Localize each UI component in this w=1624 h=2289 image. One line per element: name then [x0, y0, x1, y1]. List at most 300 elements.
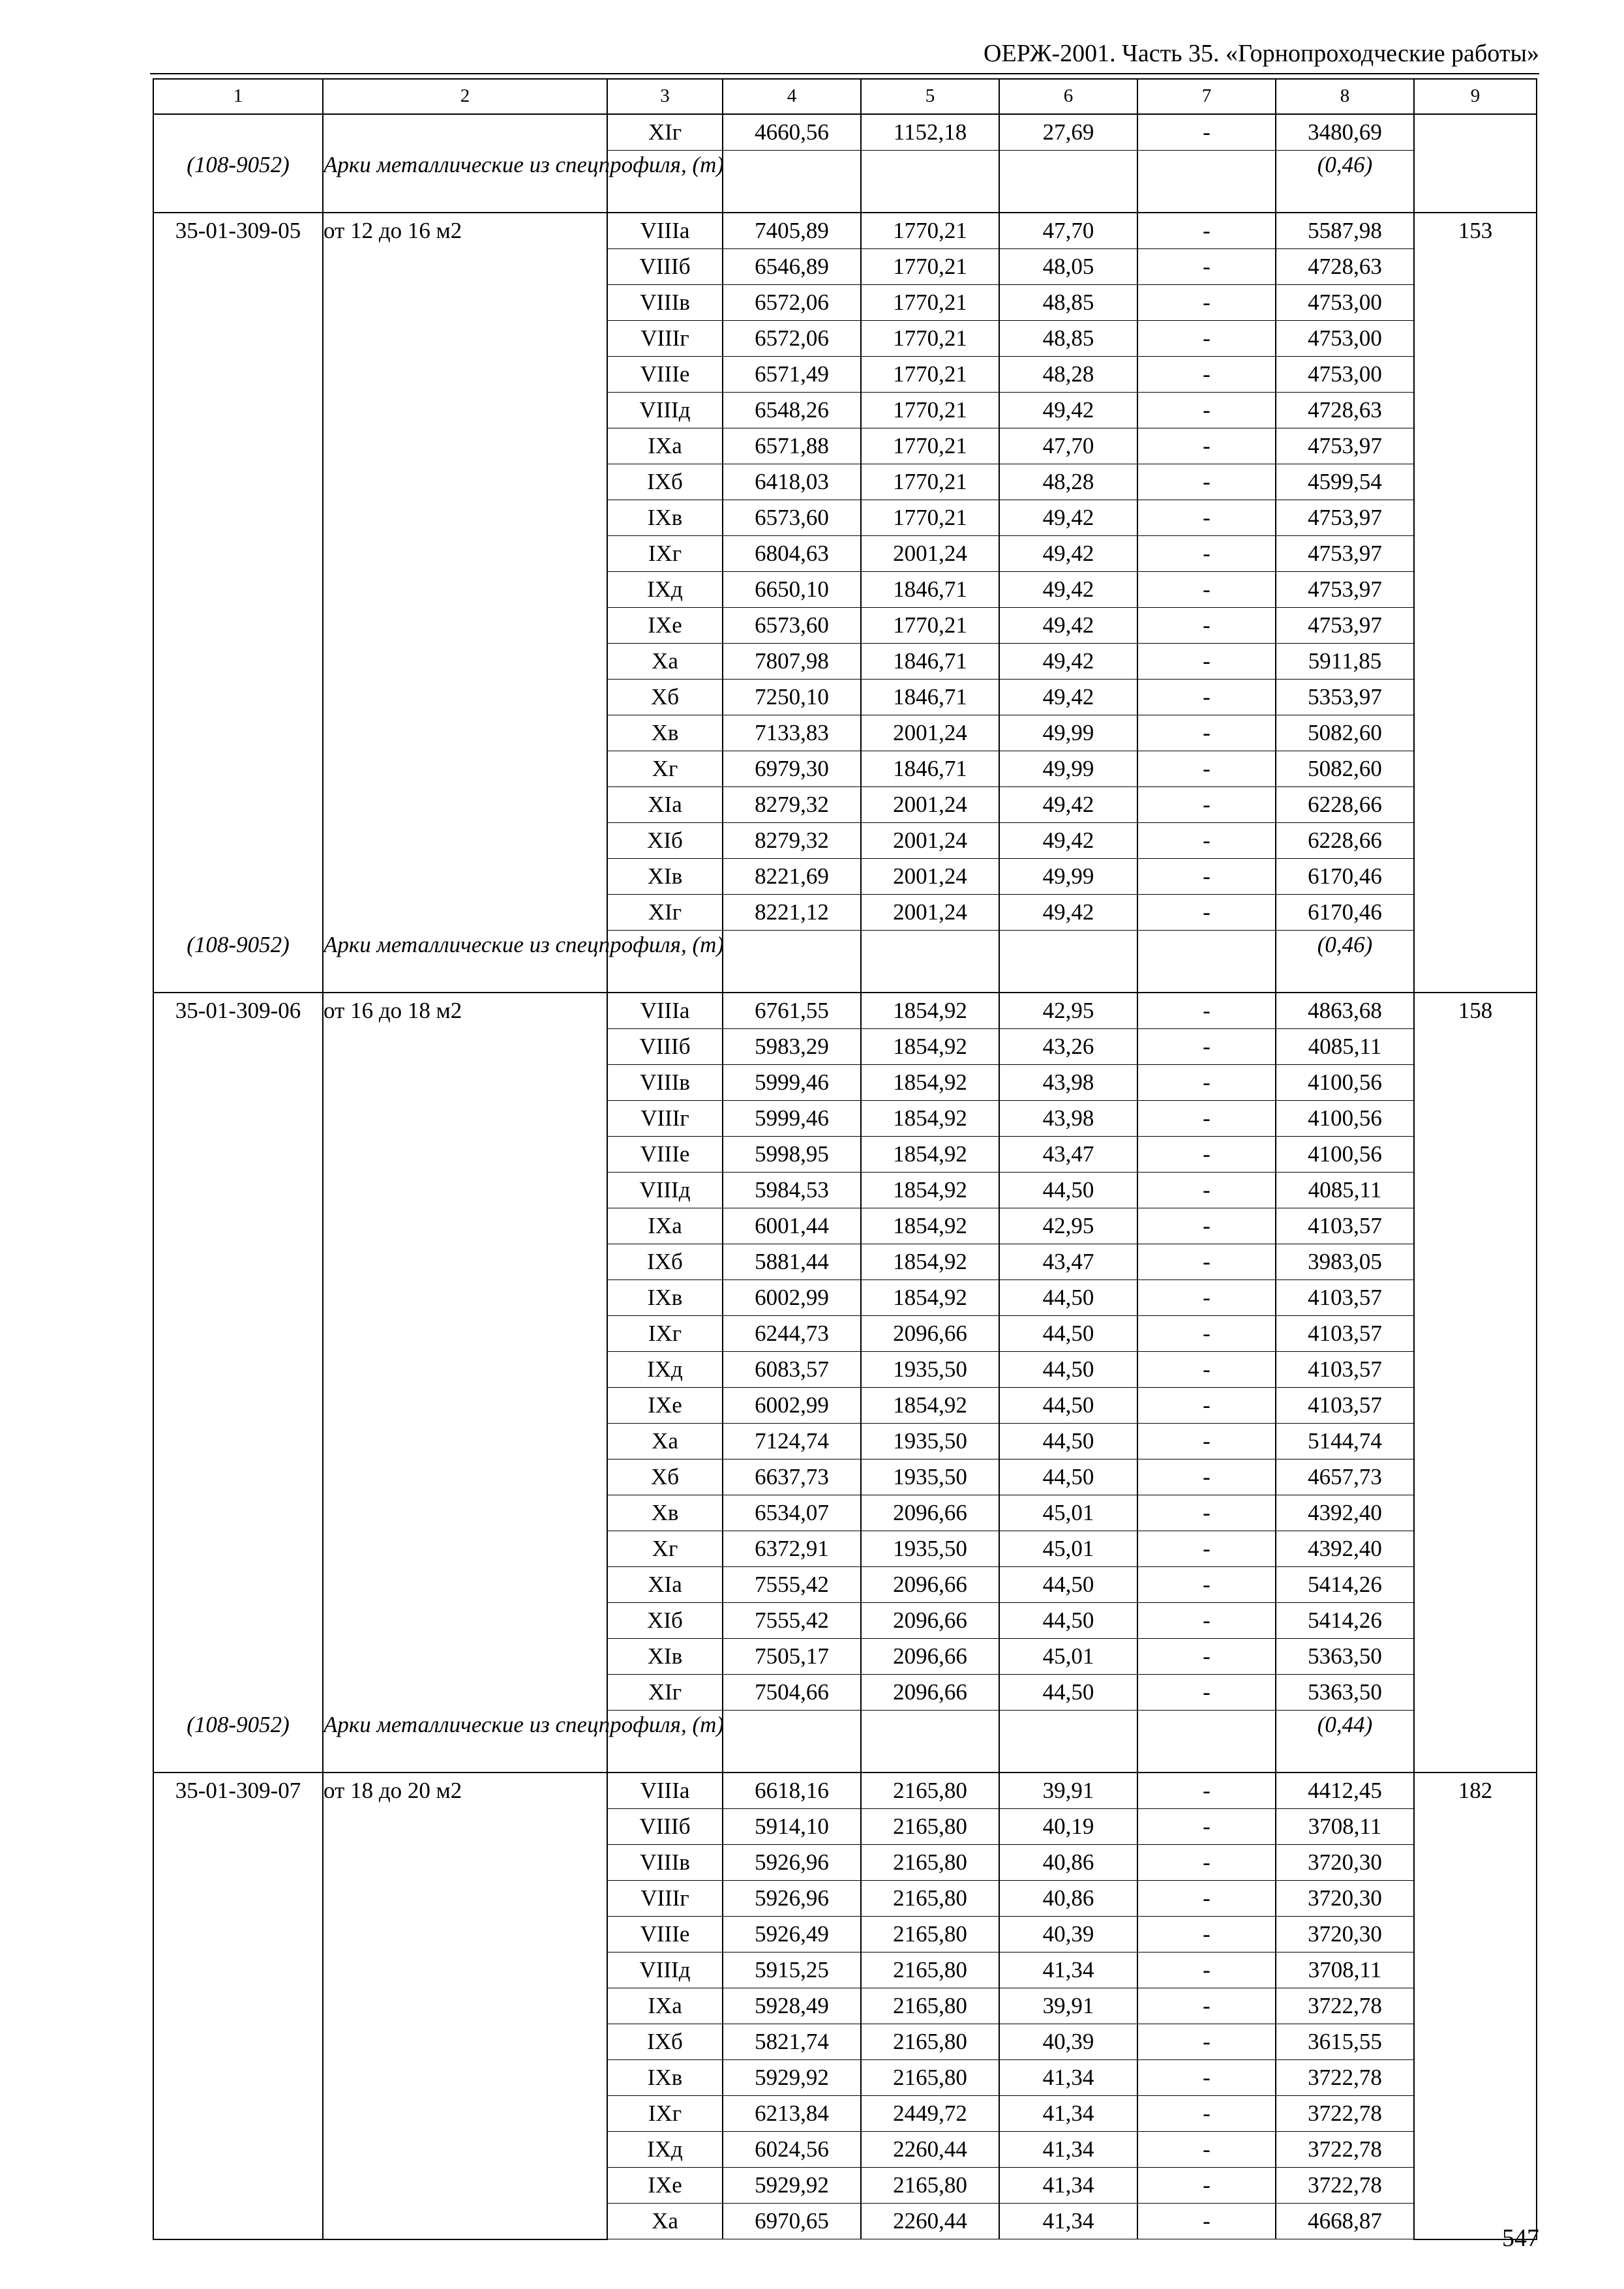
driver-wage: -	[1137, 2168, 1276, 2204]
labor-cost: 1770,21	[861, 428, 999, 464]
labor-hours: 158	[1414, 993, 1537, 1029]
driver-wage: -	[1137, 500, 1276, 536]
machine-cost: 44,50	[999, 1424, 1137, 1459]
labor-hours	[1414, 1316, 1537, 1352]
labor-cost: 1846,71	[861, 751, 999, 787]
labor-hours	[1414, 1917, 1537, 1952]
rock-category: IХа	[607, 428, 723, 464]
rates-table-body	[153, 79, 1537, 2239]
total-cost: 7555,42	[723, 1567, 861, 1603]
section-area	[323, 1065, 607, 1101]
table-row	[153, 2132, 1537, 2168]
materials-cost: 4103,57	[1276, 1388, 1414, 1424]
rock-category: IХд	[607, 572, 723, 608]
table-row	[153, 1101, 1537, 1137]
table-row	[153, 249, 1537, 285]
labor-hours	[1414, 1952, 1537, 1988]
labor-cost: 2165,80	[861, 1809, 999, 1845]
rock-category: Ха	[607, 644, 723, 680]
labor-cost: 1854,92	[861, 1173, 999, 1208]
labor-cost: 2165,80	[861, 2060, 999, 2096]
machine-cost: 49,42	[999, 823, 1137, 859]
labor-hours	[1414, 608, 1537, 644]
table-row	[153, 1352, 1537, 1388]
labor-hours	[1414, 2096, 1537, 2132]
driver-wage: -	[1137, 644, 1276, 680]
rock-category: VIIIд	[607, 1173, 723, 1208]
rate-code	[153, 572, 323, 608]
driver-wage: -	[1137, 1988, 1276, 2024]
labor-cost: 1770,21	[861, 393, 999, 428]
labor-hours	[1414, 1459, 1537, 1495]
empty-cell	[999, 1711, 1137, 1773]
total-cost: 5928,49	[723, 1988, 861, 2024]
labor-cost: 2165,80	[861, 1773, 999, 1809]
resource-note-row	[153, 931, 1537, 993]
rock-category: VIIIе	[607, 357, 723, 393]
section-area	[323, 1952, 607, 1988]
driver-wage: -	[1137, 464, 1276, 500]
labor-hours	[1414, 1029, 1537, 1065]
machine-cost: 39,91	[999, 1773, 1137, 1809]
driver-wage: -	[1137, 859, 1276, 895]
driver-wage: -	[1137, 1773, 1276, 1809]
section-area	[323, 321, 607, 357]
driver-wage: -	[1137, 715, 1276, 751]
rock-category: VIIIб	[607, 249, 723, 285]
section-area	[323, 2096, 607, 2132]
rate-code	[153, 1173, 323, 1208]
machine-cost: 44,50	[999, 1567, 1137, 1603]
table-row	[153, 500, 1537, 536]
section-area	[323, 715, 607, 751]
labor-cost: 2001,24	[861, 787, 999, 823]
labor-hours: 153	[1414, 213, 1537, 249]
labor-cost: 2096,66	[861, 1675, 999, 1711]
labor-hours	[1414, 1603, 1537, 1639]
table-row	[153, 1567, 1537, 1603]
labor-cost: 2165,80	[861, 2168, 999, 2204]
empty-cell	[1414, 931, 1537, 993]
section-area	[323, 1603, 607, 1639]
driver-wage: -	[1137, 1173, 1276, 1208]
section-area	[323, 2060, 607, 2096]
table-row	[153, 321, 1537, 357]
materials-cost: 4392,40	[1276, 1495, 1414, 1531]
section-area	[323, 1495, 607, 1531]
labor-cost: 2001,24	[861, 859, 999, 895]
section-area	[323, 1845, 607, 1881]
labor-hours	[1414, 823, 1537, 859]
machine-cost: 43,98	[999, 1101, 1137, 1137]
labor-cost: 1770,21	[861, 213, 999, 249]
rate-code	[153, 1952, 323, 1988]
driver-wage: -	[1137, 2096, 1276, 2132]
table-row	[153, 1459, 1537, 1495]
machine-cost: 40,39	[999, 1917, 1137, 1952]
driver-wage: -	[1137, 2060, 1276, 2096]
machine-cost: 43,47	[999, 1137, 1137, 1173]
materials-cost: 6170,46	[1276, 859, 1414, 895]
materials-cost: 5363,50	[1276, 1675, 1414, 1711]
labor-cost: 1846,71	[861, 572, 999, 608]
labor-cost: 1854,92	[861, 1101, 999, 1137]
total-cost: 6572,06	[723, 321, 861, 357]
driver-wage: -	[1137, 1917, 1276, 1952]
section-area	[323, 249, 607, 285]
machine-cost: 49,42	[999, 393, 1137, 428]
column-number-row	[153, 79, 1537, 114]
driver-wage: -	[1137, 2204, 1276, 2239]
labor-cost: 2260,44	[861, 2132, 999, 2168]
empty-cell	[1137, 151, 1276, 213]
materials-cost: 4728,63	[1276, 393, 1414, 428]
machine-cost: 40,86	[999, 1845, 1137, 1881]
table-row	[153, 1388, 1537, 1424]
labor-hours	[1414, 2024, 1537, 2060]
empty-cell	[861, 151, 999, 213]
driver-wage: -	[1137, 1388, 1276, 1424]
section-area	[323, 536, 607, 572]
materials-cost: 4412,45	[1276, 1773, 1414, 1809]
driver-wage: -	[1137, 608, 1276, 644]
machine-cost: 40,19	[999, 1809, 1137, 1845]
resource-name: Арки металлические из спецпрофиля, (т)	[323, 931, 607, 993]
rock-category: VIIIв	[607, 1065, 723, 1101]
materials-cost: 4753,00	[1276, 357, 1414, 393]
total-cost: 5999,46	[723, 1065, 861, 1101]
rock-category: IХг	[607, 1316, 723, 1352]
section-area	[323, 1316, 607, 1352]
labor-cost: 2165,80	[861, 1952, 999, 1988]
labor-hours	[1414, 536, 1537, 572]
labor-hours	[1414, 321, 1537, 357]
driver-wage: -	[1137, 1029, 1276, 1065]
labor-cost: 2449,72	[861, 2096, 999, 2132]
rock-category: IХа	[607, 1988, 723, 2024]
total-cost: 5926,96	[723, 1845, 861, 1881]
section-area: от 12 до 16 м2	[323, 213, 607, 249]
rate-code	[153, 1137, 323, 1173]
section-area	[323, 1424, 607, 1459]
labor-cost: 1854,92	[861, 1137, 999, 1173]
column-number: 8	[1276, 79, 1414, 114]
labor-hours	[1414, 357, 1537, 393]
resource-code: (108-9052)	[153, 1711, 323, 1773]
rock-category: VIIIа	[607, 1773, 723, 1809]
rock-category: IХв	[607, 1280, 723, 1316]
resource-name: Арки металлические из спецпрофиля, (т)	[323, 151, 607, 213]
resource-value: (0,46)	[1276, 931, 1414, 993]
materials-cost: 5911,85	[1276, 644, 1414, 680]
table-row	[153, 1137, 1537, 1173]
rate-code	[153, 608, 323, 644]
machine-cost: 42,95	[999, 993, 1137, 1029]
total-cost: 5881,44	[723, 1244, 861, 1280]
labor-cost: 1854,92	[861, 1065, 999, 1101]
driver-wage: -	[1137, 1424, 1276, 1459]
table-row	[153, 285, 1537, 321]
rock-category: Хб	[607, 680, 723, 715]
materials-cost: 3722,78	[1276, 2132, 1414, 2168]
rate-code	[153, 859, 323, 895]
labor-cost: 1770,21	[861, 321, 999, 357]
table-row	[153, 2204, 1537, 2239]
rate-code	[153, 1917, 323, 1952]
labor-cost: 2165,80	[861, 1917, 999, 1952]
section-area	[323, 1280, 607, 1316]
rock-category: VIIIг	[607, 321, 723, 357]
labor-cost: 2096,66	[861, 1603, 999, 1639]
section-area	[323, 1208, 607, 1244]
machine-cost: 49,42	[999, 895, 1137, 931]
materials-cost: 4728,63	[1276, 249, 1414, 285]
labor-cost: 1770,21	[861, 285, 999, 321]
empty-cell	[1137, 1711, 1276, 1773]
driver-wage: -	[1137, 1881, 1276, 1917]
materials-cost: 4103,57	[1276, 1208, 1414, 1244]
labor-hours	[1414, 1675, 1537, 1711]
rate-code	[153, 1029, 323, 1065]
materials-cost: 4863,68	[1276, 993, 1414, 1029]
rock-category: VIIIа	[607, 213, 723, 249]
labor-cost: 1935,50	[861, 1352, 999, 1388]
labor-hours	[1414, 249, 1537, 285]
machine-cost: 41,34	[999, 2132, 1137, 2168]
labor-hours	[1414, 680, 1537, 715]
section-area	[323, 859, 607, 895]
machine-cost: 43,47	[999, 1244, 1137, 1280]
rate-code	[153, 895, 323, 931]
labor-cost: 1935,50	[861, 1531, 999, 1567]
total-cost: 4660,56	[723, 114, 861, 151]
section-area	[323, 1459, 607, 1495]
materials-cost: 4103,57	[1276, 1316, 1414, 1352]
section-area	[323, 1029, 607, 1065]
labor-cost: 1770,21	[861, 249, 999, 285]
driver-wage: -	[1137, 1065, 1276, 1101]
driver-wage: -	[1137, 2024, 1276, 2060]
labor-cost: 2165,80	[861, 1988, 999, 2024]
materials-cost: 4753,97	[1276, 500, 1414, 536]
materials-cost: 3615,55	[1276, 2024, 1414, 2060]
empty-cell	[999, 151, 1137, 213]
section-area	[323, 608, 607, 644]
table-row	[153, 1988, 1537, 2024]
machine-cost: 41,34	[999, 2168, 1137, 2204]
materials-cost: 3983,05	[1276, 1244, 1414, 1280]
rate-code	[153, 1101, 323, 1137]
labor-hours	[1414, 1845, 1537, 1881]
labor-cost: 2001,24	[861, 536, 999, 572]
total-cost: 6979,30	[723, 751, 861, 787]
materials-cost: 4392,40	[1276, 1531, 1414, 1567]
materials-cost: 4103,57	[1276, 1280, 1414, 1316]
driver-wage: -	[1137, 357, 1276, 393]
labor-hours	[1414, 572, 1537, 608]
driver-wage: -	[1137, 2132, 1276, 2168]
labor-cost: 2001,24	[861, 823, 999, 859]
column-number: 5	[861, 79, 999, 114]
machine-cost: 40,39	[999, 2024, 1137, 2060]
table-row	[153, 787, 1537, 823]
total-cost: 5929,92	[723, 2060, 861, 2096]
rate-code	[153, 2168, 323, 2204]
materials-cost: 3708,11	[1276, 1809, 1414, 1845]
machine-cost: 44,50	[999, 1352, 1137, 1388]
rock-category: ХIв	[607, 859, 723, 895]
table-row	[153, 393, 1537, 428]
total-cost: 6002,99	[723, 1388, 861, 1424]
machine-cost: 49,42	[999, 680, 1137, 715]
machine-cost: 48,85	[999, 321, 1137, 357]
materials-cost: 4100,56	[1276, 1137, 1414, 1173]
labor-hours	[1414, 114, 1537, 151]
total-cost: 6213,84	[723, 2096, 861, 2132]
rate-code	[153, 393, 323, 428]
labor-hours	[1414, 1208, 1537, 1244]
driver-wage: -	[1137, 114, 1276, 151]
labor-cost: 1854,92	[861, 1388, 999, 1424]
table-row	[153, 1424, 1537, 1459]
rate-code	[153, 715, 323, 751]
rock-category: IХб	[607, 1244, 723, 1280]
rate-code	[153, 464, 323, 500]
labor-cost: 1770,21	[861, 500, 999, 536]
driver-wage: -	[1137, 249, 1276, 285]
total-cost: 7124,74	[723, 1424, 861, 1459]
driver-wage: -	[1137, 1137, 1276, 1173]
rock-category: Хв	[607, 715, 723, 751]
rate-code	[153, 1531, 323, 1567]
machine-cost: 49,42	[999, 644, 1137, 680]
total-cost: 6571,49	[723, 357, 861, 393]
machine-cost: 40,86	[999, 1881, 1137, 1917]
section-area	[323, 464, 607, 500]
section-area	[323, 2204, 607, 2239]
rate-code	[153, 1280, 323, 1316]
total-cost: 6534,07	[723, 1495, 861, 1531]
total-cost: 5999,46	[723, 1101, 861, 1137]
total-cost: 6970,65	[723, 2204, 861, 2239]
labor-hours	[1414, 1244, 1537, 1280]
materials-cost: 5082,60	[1276, 715, 1414, 751]
materials-cost: 6170,46	[1276, 895, 1414, 931]
rock-category: ХIг	[607, 114, 723, 151]
total-cost: 8221,12	[723, 895, 861, 931]
rate-code	[153, 1388, 323, 1424]
driver-wage: -	[1137, 895, 1276, 931]
rate-code	[153, 2204, 323, 2239]
table-row	[153, 1208, 1537, 1244]
materials-cost: 4103,57	[1276, 1352, 1414, 1388]
rock-category: VIIIб	[607, 1809, 723, 1845]
total-cost: 7250,10	[723, 680, 861, 715]
resource-name: Арки металлические из спецпрофиля, (т)	[323, 1711, 607, 1773]
rock-category: IХе	[607, 1388, 723, 1424]
rate-code	[153, 1639, 323, 1675]
rock-category: VIIIг	[607, 1101, 723, 1137]
total-cost: 8221,69	[723, 859, 861, 895]
section-area	[323, 285, 607, 321]
materials-cost: 4085,11	[1276, 1029, 1414, 1065]
section-area	[323, 393, 607, 428]
machine-cost: 49,99	[999, 715, 1137, 751]
materials-cost: 4753,97	[1276, 572, 1414, 608]
labor-cost: 2165,80	[861, 1881, 999, 1917]
rock-category: ХIа	[607, 1567, 723, 1603]
table-row	[153, 1881, 1537, 1917]
section-area	[323, 1137, 607, 1173]
rate-code: 35-01-309-05	[153, 213, 323, 249]
table-row	[153, 1065, 1537, 1101]
labor-cost: 1854,92	[861, 1029, 999, 1065]
labor-hours	[1414, 2060, 1537, 2096]
rate-code	[153, 321, 323, 357]
total-cost: 5821,74	[723, 2024, 861, 2060]
table-row	[153, 1675, 1537, 1711]
labor-cost: 1854,92	[861, 993, 999, 1029]
table-row	[153, 1845, 1537, 1881]
labor-cost: 1846,71	[861, 644, 999, 680]
materials-cost: 4657,73	[1276, 1459, 1414, 1495]
section-area	[323, 1531, 607, 1567]
table-row	[153, 536, 1537, 572]
machine-cost: 48,28	[999, 357, 1137, 393]
labor-hours	[1414, 1495, 1537, 1531]
rock-category: IХб	[607, 464, 723, 500]
resource-value: (0,46)	[1276, 151, 1414, 213]
driver-wage: -	[1137, 1208, 1276, 1244]
labor-cost: 1935,50	[861, 1459, 999, 1495]
labor-hours	[1414, 1639, 1537, 1675]
page-header: ОЕРЖ-2001. Часть 35. «Горнопроходческие работы»	[984, 40, 1539, 67]
column-number: 9	[1414, 79, 1537, 114]
table-row	[153, 1316, 1537, 1352]
driver-wage: -	[1137, 393, 1276, 428]
labor-hours: 182	[1414, 1773, 1537, 1809]
driver-wage: -	[1137, 823, 1276, 859]
machine-cost: 41,34	[999, 2204, 1137, 2239]
total-cost: 7504,66	[723, 1675, 861, 1711]
labor-cost: 2096,66	[861, 1567, 999, 1603]
table-row	[153, 1917, 1537, 1952]
materials-cost: 3708,11	[1276, 1952, 1414, 1988]
empty-cell	[723, 151, 861, 213]
total-cost: 5984,53	[723, 1173, 861, 1208]
rock-category: IХг	[607, 2096, 723, 2132]
rock-category: Ха	[607, 1424, 723, 1459]
labor-hours	[1414, 1173, 1537, 1208]
rock-category: VIIIб	[607, 1029, 723, 1065]
table-row	[153, 608, 1537, 644]
machine-cost: 44,50	[999, 1316, 1137, 1352]
table-row	[153, 859, 1537, 895]
empty-cell	[1414, 151, 1537, 213]
driver-wage: -	[1137, 285, 1276, 321]
rock-category: ХIг	[607, 895, 723, 931]
labor-hours	[1414, 1101, 1537, 1137]
resource-value: (0,44)	[1276, 1711, 1414, 1773]
table-row	[153, 644, 1537, 680]
column-number: 6	[999, 79, 1137, 114]
rock-category: Хг	[607, 1531, 723, 1567]
driver-wage: -	[1137, 751, 1276, 787]
materials-cost: 3722,78	[1276, 2060, 1414, 2096]
rate-code	[153, 1316, 323, 1352]
machine-cost: 49,42	[999, 536, 1137, 572]
labor-hours	[1414, 1424, 1537, 1459]
